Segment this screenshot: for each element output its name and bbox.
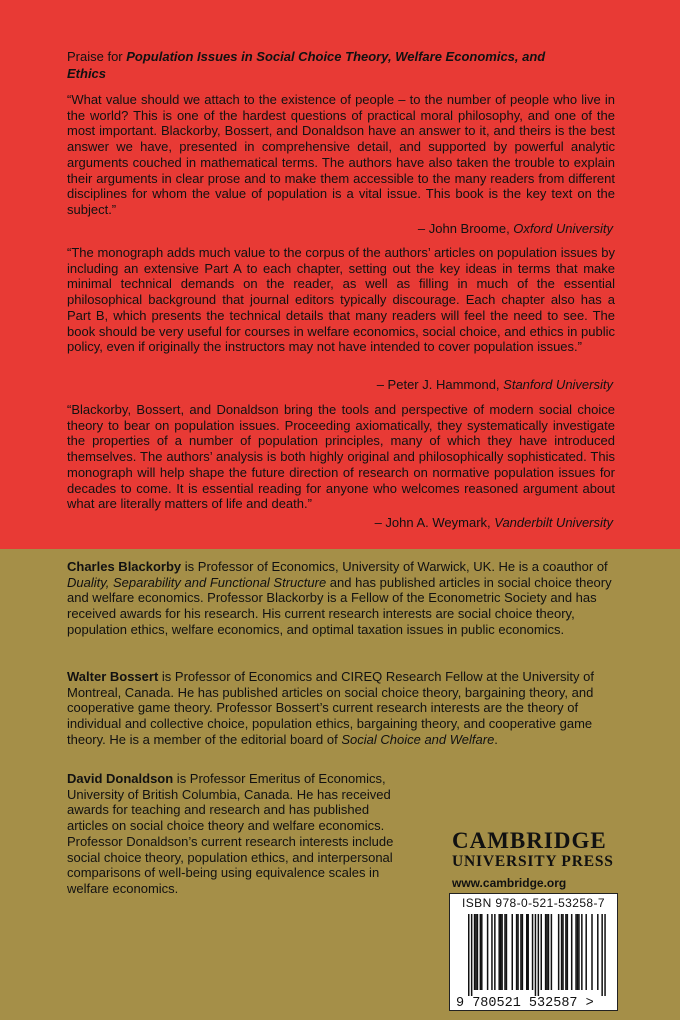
barcode-bar xyxy=(475,914,477,990)
barcode-bar xyxy=(581,914,583,990)
attribution-weymark xyxy=(375,515,613,531)
attribution-author: – Peter J. Hammond, xyxy=(376,377,504,392)
attribution-author: – John A. Weymark, xyxy=(374,515,495,530)
bio-name: Walter Bossert xyxy=(67,669,159,684)
bio-book-title: Duality, Separability and Functional Structure xyxy=(67,574,327,590)
barcode-bar xyxy=(468,914,470,996)
barcode-bar xyxy=(535,914,537,996)
bio-text: is Professor of Economics and CIREQ Research Fellow at the University of Montreal, Canada. He has published articles on social choice theory, bargaining theory, and cooperative game theory. Professor Bossert’s current research interests are the theory of individual and collective choice, population ethics, bargaining theory, and cooperative game theory. He is a member of the editorial board of xyxy=(67,669,594,747)
barcode-bar xyxy=(597,914,599,990)
barcode-bar xyxy=(504,914,506,990)
barcode-bar xyxy=(477,914,479,990)
barcode-bar xyxy=(487,914,489,990)
barcode-bar xyxy=(532,914,534,990)
barcode-bar xyxy=(585,914,587,990)
barcode-bar xyxy=(601,914,603,996)
bio-donaldson xyxy=(67,771,412,897)
barcode-bar xyxy=(526,914,528,990)
barcode-bar xyxy=(506,914,508,990)
praise-book-title: Population Issues in Social Choice Theory, Welfare Economics, and xyxy=(126,49,546,64)
barcode-bar xyxy=(578,914,580,990)
bio-name: David Donaldson xyxy=(67,771,174,786)
barcode-bar xyxy=(567,914,569,990)
bio-text: is Professor of Economics, University of Warwick, UK. He is a coauthor of xyxy=(181,559,608,574)
barcode-bar xyxy=(565,914,567,990)
barcode-bar xyxy=(575,914,577,990)
quote-broome: “What value should we attach to the existence of people – to the number of people who live in the world? This is one of the hardest questions of practical moral philosophy, and one of the most important. Blackorby, Bossert, and Donaldson have an answer to it, and theirs is the best answer we have, presented in comprehensive detail, and supported by powerful analytic arguments couched in mathematical terms. The authors have also taken the trouble to explain their arguments in clear prose and to make them accessible to the many readers from different disciplines for whom the value of population is a vital issue. This book is the key text on the subject.” xyxy=(67,92,615,217)
bio-text: and has published articles in social choice theory and welfare economics. Professor Blackorby is a Fellow of the Econometric Society and has received awards for his research. His current research interests are social choice theory, population ethics, welfare economics, and optimal taxation issues in public economics. xyxy=(67,574,612,637)
praise-prefix: Praise for xyxy=(67,49,127,64)
praise-heading xyxy=(67,48,627,82)
bio-text: . xyxy=(494,731,498,747)
barcode-bar xyxy=(577,914,579,990)
barcode-bar xyxy=(512,914,514,990)
barcode-bar xyxy=(494,914,496,990)
barcode-bar xyxy=(480,914,482,990)
barcode-bar xyxy=(527,914,529,990)
barcode-graphic xyxy=(450,894,617,1010)
barcode-human-readable: 9 780521 532587 > xyxy=(456,996,594,1010)
barcode-bar xyxy=(604,914,606,996)
praise-book-title-cont: Ethics xyxy=(67,66,107,81)
barcode-bar xyxy=(491,914,493,990)
barcode-bar xyxy=(548,914,550,990)
barcode-bar xyxy=(562,914,564,990)
attribution-author: – John Broome, xyxy=(417,221,514,236)
barcode-bar xyxy=(571,914,573,990)
quote-weymark: “Blackorby, Bossert, and Donaldson bring the tools and perspective of modern social choice theory to bear on population issues. Proceeding axiomatically, they systematically investigate the properties of a number of population principles, many of which they have introduced themselves. The authors’ analysis is both highly original and philosophically sophisticated. This monograph will help shape the future direction of research on normative population issues for decades to come. It is essential reading for anyone who welcomes reasoned argument about what are literally matters of life and death.” xyxy=(67,402,615,512)
bio-bossert xyxy=(67,669,617,748)
barcode-bar xyxy=(522,914,524,990)
barcode-bar xyxy=(471,914,473,996)
barcode-bar xyxy=(516,914,518,990)
quote-hammond: “The monograph adds much value to the corpus of the authors’ articles on population issues by including an extensive Part A to each chapter, setting out the key ideas in terms that make minimal technical demands on the reader, as well as filling in much of the essential philosophical background that journal editors typically discourage. Each chapter also has a Part B, which presents the technical details that many readers will feel the need to see. The book should be very useful for courses in welfare economics, social choice, and ethics in public policy, even if originally the instructors may not have intended to cover population issues.” xyxy=(67,245,615,355)
isbn-label: ISBN 978-0-521-53258-7 xyxy=(462,896,605,910)
publisher-logo-press: UNIVERSITY PRESS xyxy=(452,853,614,870)
barcode-bar xyxy=(517,914,519,990)
barcode-bar xyxy=(520,914,522,990)
barcode-bar xyxy=(474,914,476,990)
attribution-affiliation: Vanderbilt University xyxy=(494,515,613,530)
barcode-bar xyxy=(541,914,543,990)
barcode-bar xyxy=(500,914,502,990)
barcode-bar xyxy=(538,914,540,996)
publisher-url[interactable]: www.cambridge.org xyxy=(452,876,567,890)
bio-journal-title: Social Choice and Welfare xyxy=(341,731,495,747)
barcode-bar xyxy=(481,914,483,990)
attribution-affiliation: Oxford University xyxy=(513,221,613,236)
barcode-bar xyxy=(545,914,547,990)
barcode-bar xyxy=(546,914,548,990)
barcode-bar xyxy=(561,914,563,990)
attribution-hammond xyxy=(377,377,613,393)
barcode-bar xyxy=(498,914,500,990)
barcode-bar xyxy=(551,914,553,990)
barcode-bar xyxy=(501,914,503,990)
attribution-broome xyxy=(418,221,613,237)
attribution-affiliation: Stanford University xyxy=(503,377,613,392)
publisher-logo-name: CAMBRIDGE xyxy=(452,828,607,853)
barcode-bar xyxy=(558,914,560,990)
bio-name: Charles Blackorby xyxy=(67,559,182,574)
bio-text: is Professor Emeritus of Economics, University of British Columbia, Canada. He has received awards for teaching and research and has published articles on social choice theory and welfare economics. Professor Donaldson’s current research interests include social choice theory, population ethics, and interpersonal comparisons of well-being using equivalence scales in welfare economics. xyxy=(67,771,394,896)
bio-blackorby xyxy=(67,559,617,638)
barcode-bar xyxy=(591,914,593,990)
isbn-barcode-box xyxy=(449,893,618,1011)
